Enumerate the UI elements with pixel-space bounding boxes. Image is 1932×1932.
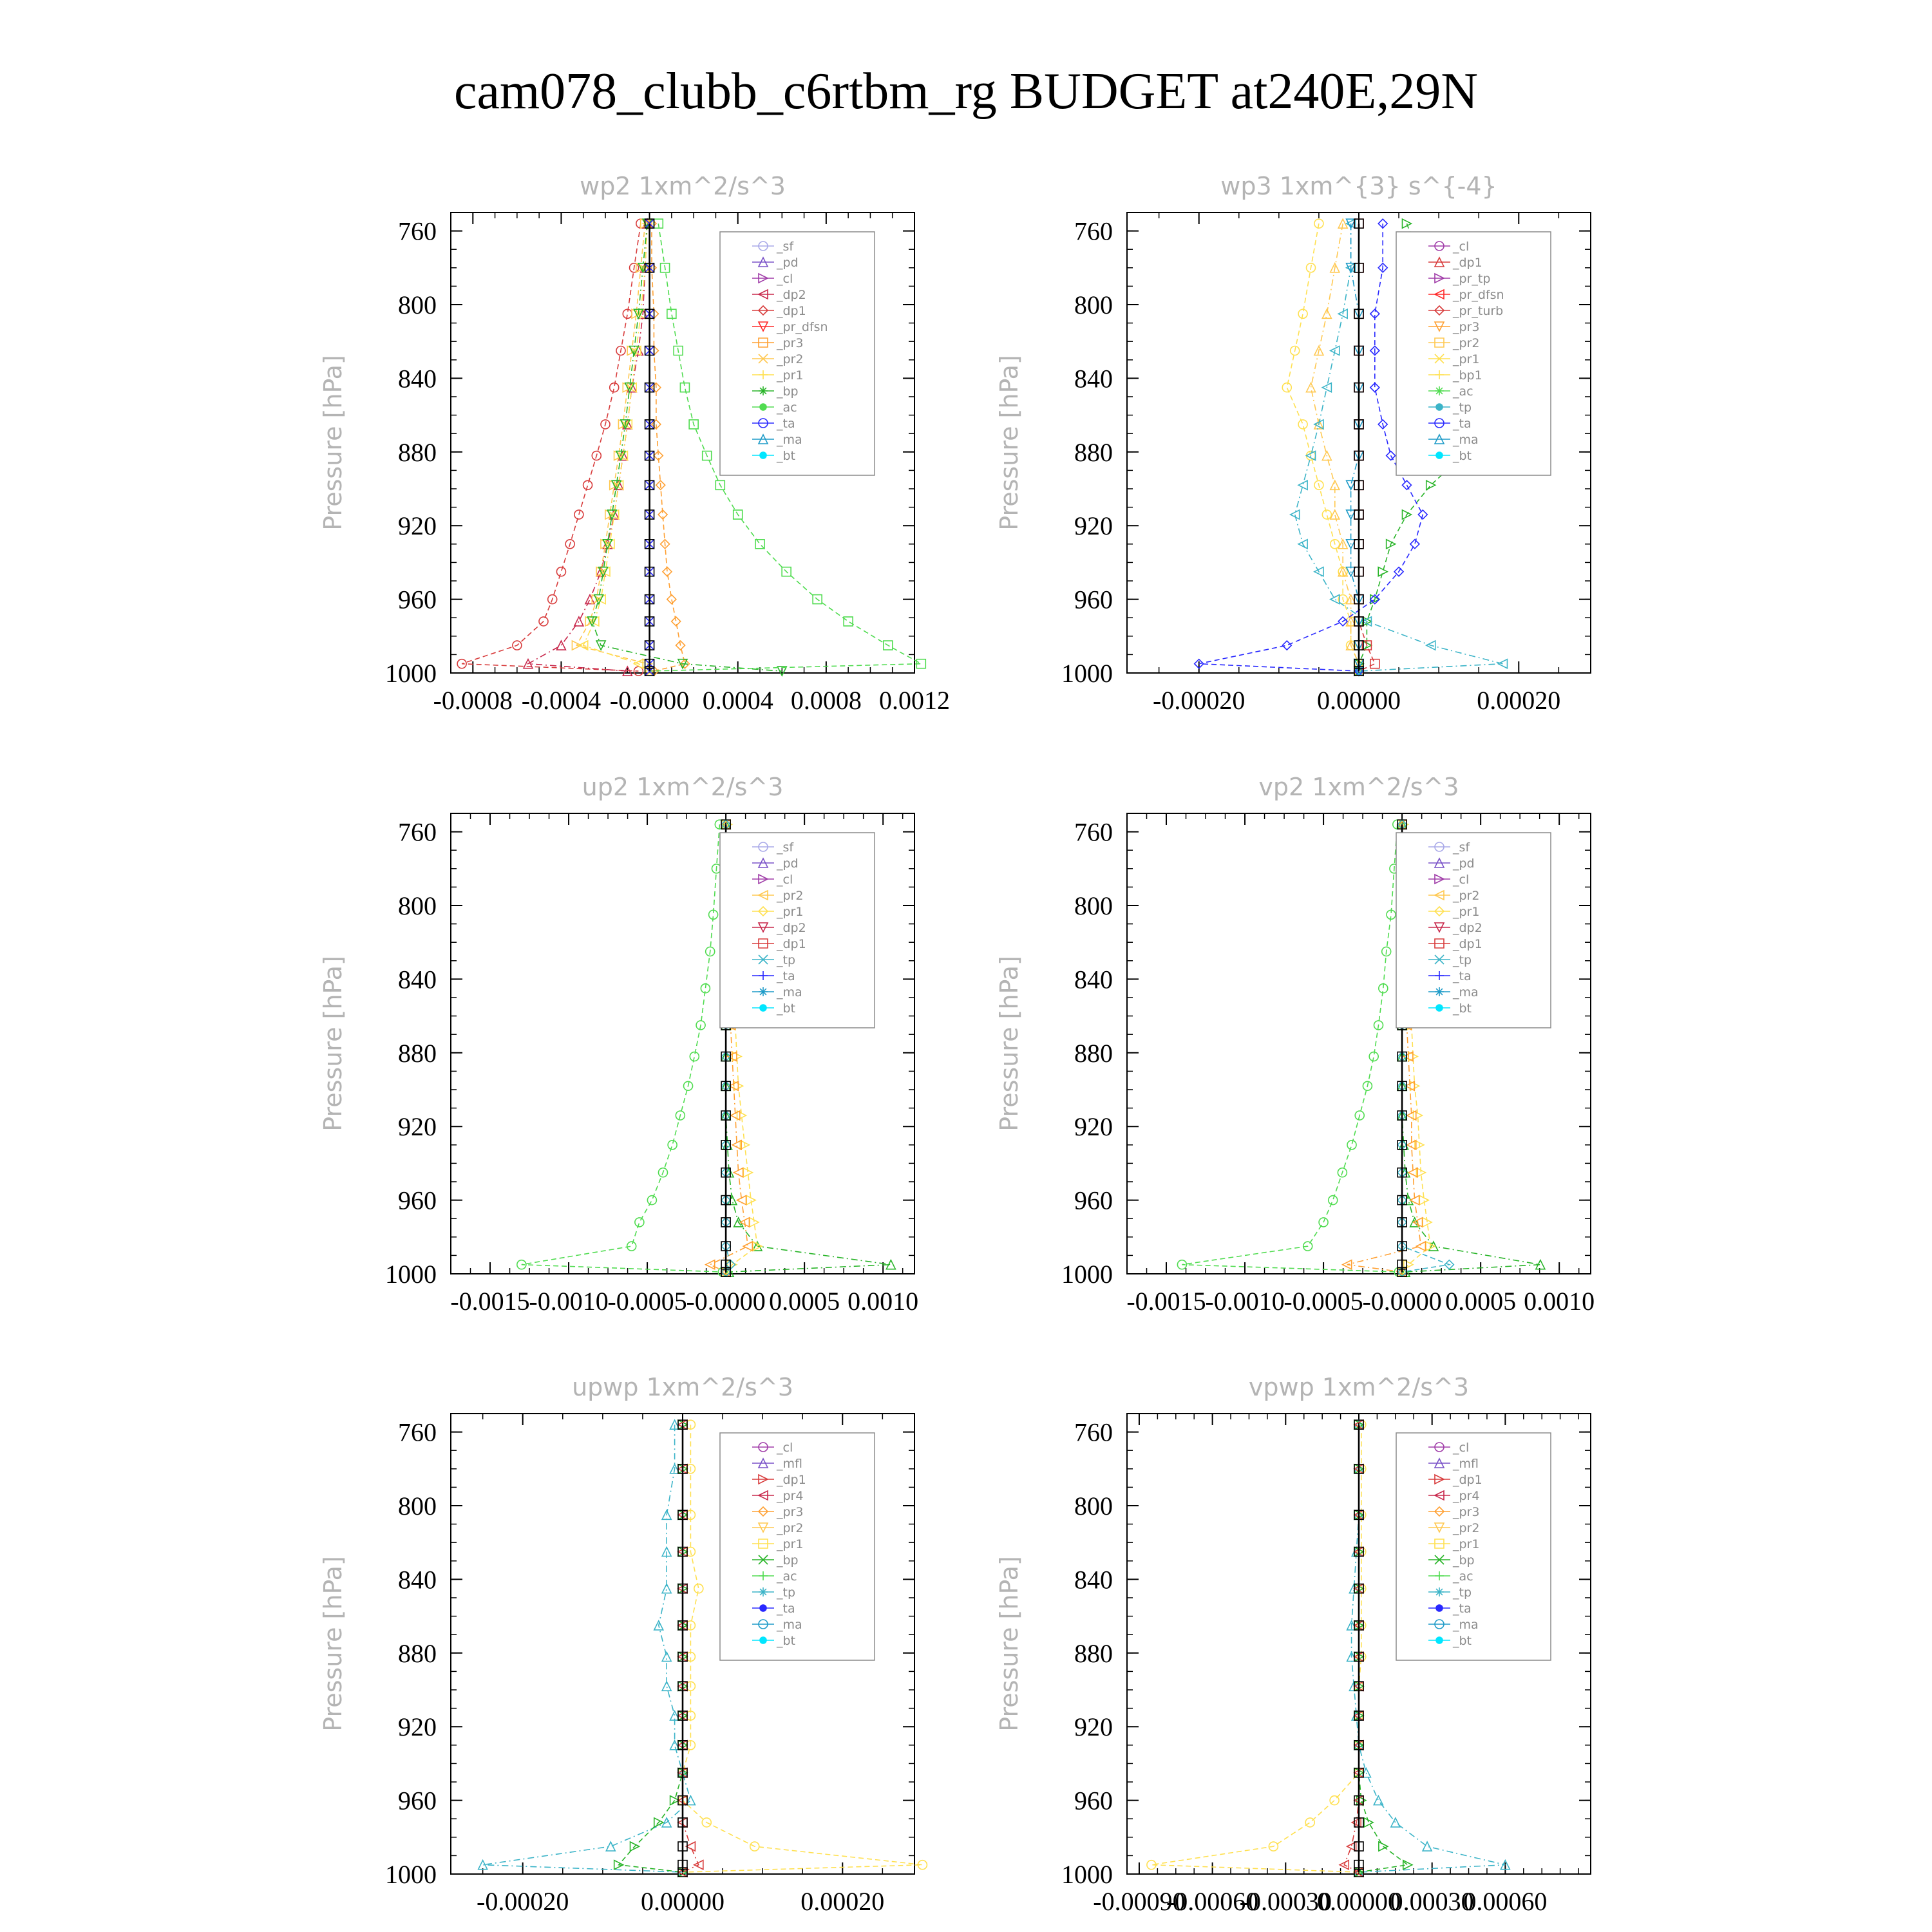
legend-label: _tp	[777, 1586, 796, 1600]
data-point	[647, 1196, 656, 1205]
legend	[1396, 232, 1551, 475]
y-tick-label: 760	[1074, 1417, 1113, 1447]
data-point	[694, 1584, 703, 1593]
legend-label: _cl	[1453, 1441, 1470, 1455]
x-tick-label: 0.00000	[641, 1887, 724, 1916]
data-point	[1314, 219, 1323, 228]
x-tick-label: -0.0015	[1126, 1287, 1206, 1316]
data-point	[1307, 383, 1316, 392]
legend-label: _pd	[777, 857, 799, 871]
legend-label: _ac	[777, 1569, 797, 1584]
figure-title: cam078_clubb_c6rtbm_rg BUDGET at240E,29N	[453, 63, 1479, 120]
series-pr1	[1282, 219, 1363, 676]
data-point	[1330, 1796, 1339, 1805]
legend-label: _ta	[777, 969, 795, 983]
series-pr1	[1147, 1420, 1366, 1877]
y-tick-label: 920	[1074, 1712, 1113, 1742]
data-point	[1305, 1818, 1314, 1827]
legend-label: _mfl	[777, 1457, 802, 1471]
x-tick-label: -0.0005	[1283, 1287, 1363, 1316]
x-tick-label: -0.0008	[433, 686, 513, 715]
data-point	[844, 617, 853, 626]
legend-label: _dp2	[1453, 921, 1482, 935]
data-point	[690, 1052, 699, 1061]
chart-panel-5	[319, 1373, 927, 1916]
legend-label: _ta	[777, 417, 795, 431]
y-axis-label: Pressure [hPa]	[319, 1556, 347, 1732]
y-tick-label: 920	[1074, 511, 1113, 541]
data-point	[1370, 659, 1379, 668]
legend-label: _cl	[777, 873, 793, 887]
legend	[720, 1433, 875, 1660]
legend-marker	[759, 1587, 768, 1596]
y-axis-label: Pressure [hPa]	[995, 956, 1023, 1132]
legend-marker	[760, 1605, 766, 1611]
panels	[319, 172, 1595, 1916]
data-point	[1282, 641, 1291, 650]
data-point	[1329, 1196, 1338, 1205]
legend-label: _pr2	[777, 889, 804, 903]
y-axis-label: Pressure [hPa]	[995, 1556, 1023, 1732]
legend-label: _cl	[777, 1441, 793, 1455]
y-tick-label: 960	[1074, 1186, 1113, 1215]
y-tick-label: 920	[398, 511, 437, 541]
legend-marker	[759, 386, 768, 395]
x-tick-label: 0.00030	[1390, 1887, 1474, 1916]
data-point	[1282, 383, 1291, 392]
series-pr2	[572, 219, 654, 676]
y-tick-label: 960	[1074, 1786, 1113, 1815]
x-tick-label: 0.0004	[702, 686, 773, 715]
legend-marker	[1436, 452, 1443, 459]
legend-marker	[760, 1637, 766, 1643]
data-point	[627, 1242, 636, 1251]
y-tick-label: 1000	[1061, 659, 1113, 688]
y-tick-label: 1000	[1061, 1260, 1113, 1289]
series-pr4	[1340, 1420, 1363, 1877]
legend-marker	[1436, 404, 1443, 410]
legend-marker	[1435, 386, 1444, 395]
legend-label: _pr_dfsn	[1453, 288, 1504, 302]
y-tick-label: 960	[398, 585, 437, 614]
legend-label: _mfl	[1453, 1457, 1479, 1471]
legend-label: _pr4	[1453, 1489, 1480, 1503]
legend-label: _ac	[777, 401, 797, 415]
legend-label: _ta	[1453, 1602, 1472, 1616]
legend-label: _bt	[777, 1634, 796, 1648]
legend-label: _ma	[777, 433, 802, 447]
legend-label: _pr_turb	[1453, 304, 1504, 318]
panel-title: wp2 1xm^2/s^3	[580, 172, 786, 200]
legend-label: _pd	[1453, 857, 1475, 871]
legend-marker	[759, 987, 768, 996]
legend-label: _bp	[1453, 1553, 1475, 1567]
data-point	[1298, 420, 1307, 429]
chart-panel-3	[319, 773, 918, 1316]
y-tick-label: 800	[1074, 1492, 1113, 1520]
y-tick-label: 880	[398, 437, 437, 467]
data-point	[1322, 510, 1331, 519]
legend-label: _dp1	[1453, 1473, 1482, 1487]
x-tick-label: -0.0000	[609, 686, 690, 715]
legend-marker	[1436, 1005, 1443, 1011]
series-pr2	[1307, 219, 1363, 676]
legend-label: _ta	[777, 1602, 795, 1616]
x-tick-label: 0.0010	[1524, 1287, 1595, 1316]
series-dp2	[524, 219, 652, 676]
legend-marker	[760, 1005, 766, 1011]
chart-panel-2	[995, 172, 1591, 715]
legend-label: _pr3	[777, 1505, 804, 1519]
data-point	[556, 567, 565, 576]
x-tick-label: 0.0005	[769, 1287, 840, 1316]
legend-label: _dp2	[777, 921, 806, 935]
legend-label: _pr1	[777, 1537, 804, 1551]
y-tick-label: 760	[398, 1417, 437, 1447]
data-point	[574, 617, 583, 626]
legend-label: _pr1	[777, 905, 804, 919]
series-line	[1151, 1425, 1361, 1872]
y-axis-label: Pressure [hPa]	[319, 355, 347, 531]
series-ma	[1347, 219, 1363, 676]
series-pr1	[579, 219, 654, 676]
legend-label: _ma	[1453, 985, 1479, 999]
y-tick-label: 920	[1074, 1112, 1113, 1142]
legend-label: _pr2	[777, 1521, 804, 1535]
series-bt	[678, 1420, 687, 1877]
data-point	[1423, 1842, 1432, 1851]
legend-label: _dp1	[777, 1473, 806, 1487]
legend-label: _dp1	[1453, 937, 1482, 951]
legend-label: _cl	[1453, 873, 1470, 887]
x-tick-label: -0.0010	[529, 1287, 609, 1316]
series-ta	[1195, 219, 1428, 676]
y-tick-label: 960	[1074, 585, 1113, 614]
data-point	[610, 383, 619, 392]
y-axis-label: Pressure [hPa]	[319, 956, 347, 1132]
y-tick-label: 920	[398, 1112, 437, 1142]
legend	[1396, 1433, 1551, 1660]
chart-panel-4	[995, 773, 1595, 1316]
y-tick-label: 920	[398, 1712, 437, 1742]
y-tick-label: 880	[1074, 1038, 1113, 1068]
legend-label: _dp1	[777, 937, 806, 951]
legend-label: _pr3	[777, 336, 804, 350]
legend-label: _bp	[777, 384, 799, 399]
series-line	[619, 1425, 683, 1872]
legend-label: _bp1	[1453, 368, 1482, 383]
data-point	[1410, 540, 1419, 549]
y-tick-label: 760	[398, 216, 437, 246]
legend-label: _pd	[777, 256, 799, 270]
x-tick-label: 0.0012	[879, 686, 950, 715]
y-tick-label: 840	[1074, 965, 1113, 994]
legend-label: _ma	[1453, 1618, 1479, 1632]
y-tick-label: 800	[1074, 290, 1113, 319]
x-tick-label: -0.0004	[521, 686, 601, 715]
legend-marker	[1436, 1637, 1443, 1643]
x-tick-label: -0.0000	[1362, 1287, 1442, 1316]
legend-label: _pr_tp	[1453, 272, 1491, 286]
data-point	[1391, 1818, 1400, 1827]
legend-label: _pr4	[777, 1489, 804, 1503]
chart-panel-6	[995, 1373, 1591, 1916]
legend-label: _bt	[1453, 1001, 1472, 1016]
y-tick-label: 1000	[385, 1260, 437, 1289]
legend-marker	[760, 452, 766, 459]
series-bt	[1354, 1420, 1363, 1877]
legend-label: _ma	[777, 1618, 802, 1632]
legend-label: _tp	[1453, 1586, 1472, 1600]
data-point	[1364, 1818, 1373, 1827]
y-tick-label: 800	[398, 1492, 437, 1520]
series-dp1	[517, 820, 727, 1276]
data-point	[1298, 480, 1307, 489]
x-tick-label: 0.00000	[1317, 1887, 1401, 1916]
legend-label: _sf	[1453, 840, 1470, 855]
data-point	[583, 480, 592, 489]
series-tp	[478, 1420, 696, 1877]
legend-label: _pr3	[1453, 1505, 1480, 1519]
series-bt	[1354, 219, 1363, 676]
legend-label: _pr1	[777, 368, 804, 383]
legend-label: _cl	[777, 272, 793, 286]
data-point	[1378, 567, 1387, 576]
y-tick-label: 800	[398, 891, 437, 920]
x-tick-label: 0.00020	[1477, 686, 1561, 715]
data-point	[1374, 1796, 1383, 1805]
legend-label: _pr2	[1453, 336, 1480, 350]
x-tick-label: 0.0008	[790, 686, 862, 715]
legend-label: _cl	[1453, 240, 1470, 254]
y-tick-label: 1000	[385, 659, 437, 688]
legend	[720, 232, 875, 475]
legend-label: _pr1	[1453, 352, 1480, 366]
legend-label: _pr1	[1453, 905, 1480, 919]
y-tick-label: 800	[1074, 891, 1113, 920]
data-point	[662, 1653, 671, 1662]
y-tick-label: 960	[398, 1186, 437, 1215]
y-tick-label: 840	[1074, 1565, 1113, 1595]
legend	[1396, 833, 1551, 1028]
legend-label: _ac	[1453, 384, 1473, 399]
panel-title: vpwp 1xm^2/s^3	[1248, 1373, 1470, 1401]
legend-label: _tp	[777, 953, 796, 967]
series-dp1	[1177, 820, 1403, 1276]
data-point	[668, 1141, 677, 1150]
data-point	[1347, 1141, 1356, 1150]
series-bt	[645, 219, 654, 676]
x-tick-label: 0.0010	[848, 1287, 919, 1316]
legend-label: _ac	[1453, 1569, 1473, 1584]
panel-title: wp3 1xm^{3} s^{-4}	[1220, 172, 1497, 200]
legend-label: _pr2	[1453, 889, 1480, 903]
x-tick-label: -0.00060	[1166, 1887, 1259, 1916]
data-point	[743, 1242, 752, 1251]
x-tick-label: 0.00020	[800, 1887, 885, 1916]
legend-label: _sf	[777, 240, 794, 254]
y-tick-label: 760	[1074, 216, 1113, 246]
legend-label: _tp	[1453, 953, 1472, 967]
legend-label: _bt	[777, 1001, 796, 1016]
x-tick-label: 0.0005	[1445, 1287, 1517, 1316]
legend-label: _ta	[1453, 417, 1472, 431]
series-line	[1182, 824, 1399, 1272]
data-point	[706, 1260, 715, 1269]
y-tick-label: 880	[398, 1638, 437, 1668]
x-tick-label: 0.00060	[1463, 1887, 1548, 1916]
legend-marker	[760, 404, 766, 410]
y-tick-label: 840	[398, 364, 437, 393]
data-point	[635, 1218, 644, 1227]
legend-label: _dp1	[1453, 256, 1482, 270]
panel-title: up2 1xm^2/s^3	[582, 773, 784, 801]
data-point	[1298, 309, 1307, 318]
data-point	[1402, 219, 1411, 228]
y-tick-label: 880	[398, 1038, 437, 1068]
y-tick-label: 800	[398, 290, 437, 319]
y-tick-label: 1000	[1061, 1860, 1113, 1889]
data-point	[585, 595, 594, 604]
x-tick-label: 0.00000	[1317, 686, 1401, 715]
panel-title: vp2 1xm^2/s^3	[1258, 773, 1459, 801]
x-tick-label: -0.0000	[686, 1287, 766, 1316]
y-tick-label: 880	[1074, 1638, 1113, 1668]
legend-label: _pr1	[1453, 1537, 1480, 1551]
legend-label: _sf	[777, 840, 794, 855]
legend-label: _bt	[1453, 449, 1472, 463]
y-tick-label: 880	[1074, 437, 1113, 467]
y-tick-label: 960	[398, 1786, 437, 1815]
x-tick-label: -0.0015	[450, 1287, 530, 1316]
y-tick-label: 1000	[385, 1860, 437, 1889]
y-tick-label: 840	[398, 965, 437, 994]
data-point	[1291, 510, 1300, 519]
series-line	[483, 1425, 691, 1872]
x-tick-label: -0.00020	[477, 1887, 569, 1916]
x-tick-label: -0.00030	[1239, 1887, 1332, 1916]
y-tick-label: 840	[398, 1565, 437, 1595]
series-line	[522, 824, 723, 1272]
x-tick-label: -0.0005	[607, 1287, 687, 1316]
panel-title: upwp 1xm^2/s^3	[572, 1373, 793, 1401]
x-tick-label: -0.00090	[1093, 1887, 1186, 1916]
series-line	[1199, 223, 1423, 671]
legend-label: _bt	[1453, 1634, 1472, 1648]
legend-label: _tp	[1453, 401, 1472, 415]
y-tick-label: 840	[1074, 364, 1113, 393]
legend-label: _pr_dfsn	[777, 320, 828, 334]
y-tick-label: 760	[398, 817, 437, 847]
legend-label: _ma	[777, 985, 802, 999]
legend-marker	[1435, 987, 1444, 996]
legend	[720, 833, 875, 1028]
legend-marker	[1435, 1587, 1444, 1596]
legend-label: _pr2	[1453, 1521, 1480, 1535]
y-axis-label: Pressure [hPa]	[995, 355, 1023, 531]
legend-label: _bt	[777, 449, 796, 463]
data-point	[556, 641, 565, 650]
series-pr3	[647, 219, 689, 676]
legend-marker	[1436, 1605, 1443, 1611]
legend-label: _dp2	[777, 288, 806, 302]
data-point	[672, 617, 681, 626]
data-point	[1416, 1242, 1425, 1251]
series-dp1	[457, 219, 645, 676]
legend-label: _ta	[1453, 969, 1472, 983]
legend-label: _bp	[777, 1553, 799, 1567]
legend-label: _pr2	[777, 352, 804, 366]
x-tick-label: -0.00020	[1153, 686, 1245, 715]
legend-label: _dp1	[777, 304, 806, 318]
x-tick-label: -0.0010	[1205, 1287, 1285, 1316]
y-tick-label: 760	[1074, 817, 1113, 847]
data-point	[680, 383, 689, 392]
chart-panel-1	[319, 172, 950, 715]
legend-label: _ma	[1453, 433, 1479, 447]
series-bp	[614, 1420, 687, 1877]
legend-label: _pr3	[1453, 320, 1480, 334]
